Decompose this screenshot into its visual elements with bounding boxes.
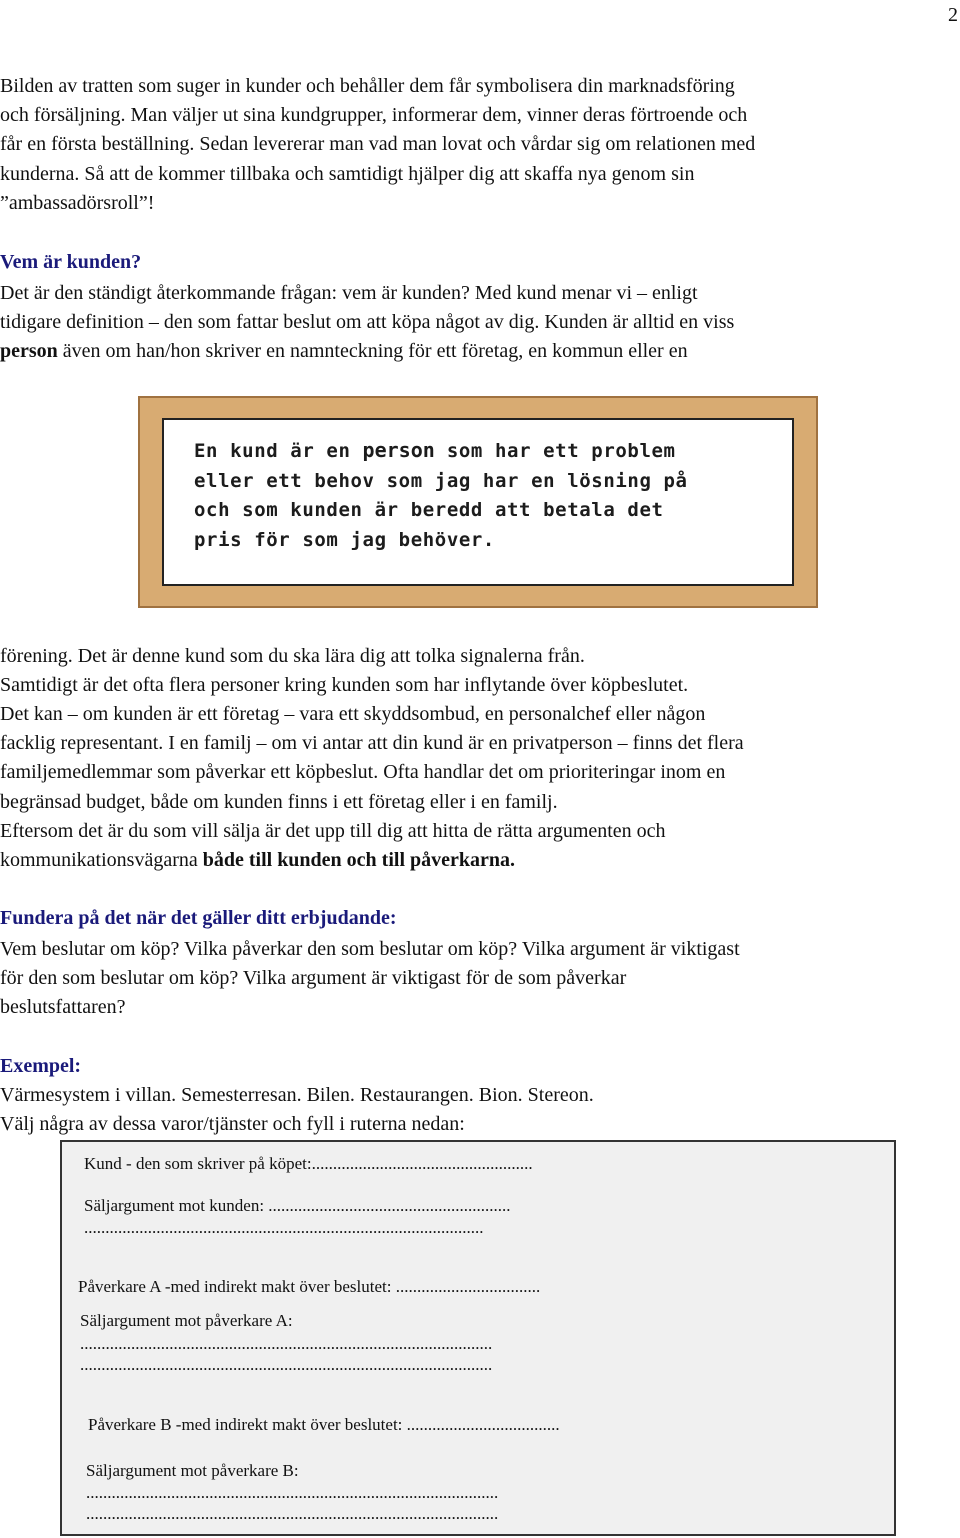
body-line: begränsad budget, både om kunden finns i ett företag eller i en familj. <box>0 791 558 813</box>
customer-definition-quote <box>194 436 688 555</box>
body-line: facklig representant. I en familj – om vi antar att din kund är en privatperson – finns det flera <box>0 732 744 754</box>
worksheet-field-influencer-b[interactable]: Påverkare B -med indirekt makt över beslutet: .................................... <box>88 1415 560 1434</box>
body-line: Vem beslutar om köp? Vilka påverkar den som beslutar om köp? Vilka argument är viktigast <box>0 938 740 960</box>
body-line: förening. Det är denne kund som du ska lära dig att tolka signalerna från. <box>0 645 585 667</box>
body-line: för den som beslutar om köp? Vilka argument är viktigast för de som påverkar <box>0 967 627 989</box>
page-number: 2 <box>948 4 958 26</box>
worksheet-box <box>60 1140 896 1536</box>
intro-line: Bilden av tratten som suger in kunder och behåller dem får symbolisera din marknadsföring <box>0 75 735 97</box>
intro-line: kunderna. Så att de kommer tillbaka och samtidigt hjälper dig att skaffa nya genom sin <box>0 163 695 185</box>
quote-line: En kund är en person som har ett problem <box>194 438 676 462</box>
worksheet-label-arguments-a: Säljargument mot påverkare A: <box>80 1311 293 1330</box>
quote-line: och som kunden är beredd att betala det <box>194 499 664 521</box>
worksheet-dotted-line[interactable]: ................................................................................................. <box>86 1483 499 1502</box>
quote-line: pris för som jag behöver. <box>194 528 495 551</box>
worksheet-dotted-line[interactable]: ................................................................................................. <box>86 1504 499 1523</box>
section-heading-example: Exempel: <box>0 1055 82 1077</box>
worksheet-dotted-line[interactable]: ................................................................................................. <box>80 1334 493 1353</box>
body-line: Det kan – om kunden är ett företag – vara ett skyddsombud, en personalchef eller någon <box>0 703 706 725</box>
worksheet-label-arguments-b: Säljargument mot påverkare B: <box>86 1461 299 1480</box>
worksheet-dotted-line[interactable]: ................................................................................................. <box>80 1355 493 1374</box>
bold-term-person: person <box>0 340 58 362</box>
bold-emphasis: både till kunden och till påverkarna. <box>202 849 516 871</box>
quote-frame <box>138 396 818 608</box>
body-line: kommunikationsvägarna både till kunden och till påverkarna. <box>0 849 516 871</box>
intro-line: och försäljning. Man väljer ut sina kundgrupper, informerar dem, vinner deras förtroende och <box>0 104 748 126</box>
section-heading-customer: Vem är kunden? <box>0 251 142 273</box>
quote-bold-person: person <box>362 438 435 462</box>
intro-line: ”ambassadörsroll”! <box>0 192 155 214</box>
body-line: Det är den ständigt återkommande frågan: vem är kunden? Med kund menar vi – enligt <box>0 282 698 304</box>
body-line: beslutsfattaren? <box>0 996 126 1018</box>
worksheet-field-arguments-customer[interactable]: Säljargument mot kunden: ......................................................... <box>84 1196 511 1215</box>
body-line <box>0 337 688 366</box>
body-line: tidigare definition – den som fattar beslut om att köpa något av dig. Kunden är alltid en viss <box>0 311 735 333</box>
worksheet-field-customer[interactable]: Kund - den som skriver på köpet:.................................................... <box>84 1154 533 1173</box>
intro-line: får en första beställning. Sedan levererar man vad man lovat och vårdar sig om relationen med <box>0 133 756 155</box>
body-line: Välj några av dessa varor/tjänster och fyll i ruterna nedan: <box>0 1113 465 1135</box>
body-line: Värmesystem i villan. Semesterresan. Bilen. Restaurangen. Bion. Stereon. <box>0 1084 594 1106</box>
worksheet-field-influencer-a[interactable]: Påverkare A -med indirekt makt över beslutet: .................................. <box>78 1277 541 1296</box>
body-line: Eftersom det är du som vill sälja är det upp till dig att hitta de rätta argumenten och <box>0 820 666 842</box>
body-line: Samtidigt är det ofta flera personer kring kunden som har inflytande över köpbeslutet. <box>0 674 689 696</box>
body-text: även om han/hon skriver en namnteckning för ett företag, en kommun eller en <box>57 340 688 362</box>
worksheet-dotted-line[interactable]: .............................................................................................. <box>84 1218 484 1237</box>
quote-line: eller ett behov som jag har en lösning på <box>194 469 688 492</box>
body-line: familjemedlemmar som påverkar ett köpbeslut. Ofta handlar det om prioriteringar inom en <box>0 761 726 783</box>
section-heading-consider: Fundera på det när det gäller ditt erbjudande: <box>0 907 397 929</box>
